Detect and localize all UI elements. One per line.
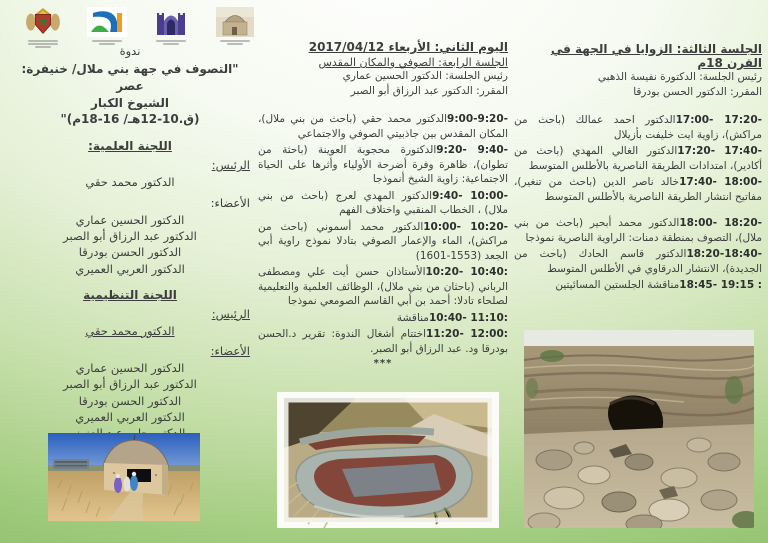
entry-time: 10:20- 10:40:: [425, 266, 508, 279]
entry-text: الدكتور قاسم الحادك (باحث من الجديدة)، الانتشار الدرقاوي في الأطلس المتوسط: [514, 248, 762, 275]
entry-text: مناقشة الجلستين المسائيتين: [555, 279, 680, 292]
member-name: الدكتور الحسن بودرقا: [78, 393, 182, 408]
organizing-committee-heading: اللجنة التنظيمية: [83, 287, 177, 302]
entry-time: 18:00- 18:20-: [679, 217, 762, 230]
session4-rapporteur: المقرر: الدكتور عبد الرزاق أبو الصبر: [350, 85, 508, 98]
session3-title: الجلسة الثالثة: الزوايا في الجهة في القرن 18م: [550, 42, 762, 70]
session4-chair: رئيس الجلسة: الدكتور الحسين عماري: [342, 70, 508, 82]
entry-text: اختتام أشغال الندوة: تقرير د.الحسن بودرقا ود. عبد الرزاق أبو الصبر.: [258, 328, 508, 355]
entry-text: الأستاذان حسن أيت علي ومصطفى الرباني (باحثان من بني ملال)، الوظائف العلمية والتعليمية لصلحاء تادلا: أحمد بن أبي القاسم الصومعي نموذجا: [258, 266, 508, 308]
member-name: الدكتور العربي العميري: [75, 410, 185, 425]
president-label: الرئيس:: [211, 306, 250, 321]
member-name: الدكتور العربي العميري: [75, 261, 185, 276]
symposium-title-line: الشيوخ الكبار: [91, 95, 169, 110]
purple-gate-icon: [153, 7, 189, 37]
entry-text: مناقشة: [396, 311, 429, 324]
president-label: الرئيس:: [211, 158, 250, 173]
schedule-entry: [258, 189, 508, 218]
entry-text: الدكتور محمد أبحير (باحث من بني ملال)، التصوف بمنطقة دمنات: الراوية الناصرية نموذجا: [514, 217, 762, 244]
session3-panel: [514, 42, 762, 295]
day2-title: اليوم الثاني: الأربعاء 2017/04/12: [308, 40, 508, 54]
zawiya-building-logo: [212, 7, 258, 46]
entry-time: 17:00- 17:20-: [675, 114, 762, 127]
entry-time: 18:20-18:40-: [686, 248, 762, 261]
university-logo: [84, 7, 130, 46]
logos-row: [20, 7, 258, 49]
dome-building-photo-icon: [216, 7, 254, 37]
entry-time: 10:40- 11:10:: [428, 311, 508, 324]
entry-time: 17:20- 17:40-: [677, 145, 762, 158]
entry-text: الدكتور احمد عمالك (باحث من مراكش)، زاوية ايت خليفت بأزيلال: [514, 114, 762, 141]
section-separator: ***: [373, 358, 393, 370]
members-label: الأعضاء:: [210, 195, 250, 210]
entry-time: 9:40- 10:00-: [432, 189, 508, 202]
shrine-photo-image: [48, 433, 200, 521]
kasbah-gate-logo: [148, 7, 194, 46]
entry-text: الدكتور محمد أسموني (باحث من مراكش)، الماء والإعمار الصوفي بتادلا نموذج راوية أبي الجعد (1553-1601): [258, 220, 508, 262]
entry-text: الدكتور المهدي لعرج (باحث من بني ملال) ، الخطاب المنقبي واختلاف الفهم: [258, 189, 508, 217]
schedule-entry: [258, 220, 508, 263]
symposium-title-line: (ق.10-12هـ/ 16-18م)": [60, 112, 200, 127]
morocco-coat-of-arms-logo: [20, 7, 66, 49]
symposium-kicker: ندوة: [119, 44, 141, 58]
schedule-entry: [258, 143, 508, 186]
session3-rapporteur: المقرر: الدكتور الحسن بودرقا: [633, 86, 762, 99]
president-name: الدكتور محمد حقي: [85, 323, 175, 338]
basin-photo: [277, 392, 499, 528]
entry-text: الدكتور الغالي المهدي (باحث من أكادير)، امتدادات الطريقة الناصرية بالأطلس المتوسط: [514, 145, 762, 172]
cave-photo: [524, 330, 754, 528]
blue-green-emblem-icon: [87, 7, 127, 37]
member-name: الدكتور عبد الرزاق أبو الصبر: [63, 228, 197, 243]
scientific-committee-heading: اللجنة العلمية:: [88, 139, 172, 154]
member-name: الدكتور عبد الرزاق أبو الصبر: [63, 377, 197, 392]
coat-of-arms-icon: [24, 7, 62, 37]
members-label: الأعضاء:: [210, 344, 250, 359]
schedule-entry: [514, 113, 762, 142]
entry-time: 11:20- 12:00:: [426, 328, 508, 341]
entry-text: خالد ناصر الدين (باحث من تنغير)، مفاتيح انتشار الطريقة الناصرية بالأطلس المتوسط: [514, 176, 762, 203]
entry-time: 10:00- 10:20-: [423, 220, 508, 233]
member-name: الدكتور الحسين عماري: [75, 361, 185, 376]
member-name: الدكتور الحسن بودرقا: [78, 245, 182, 260]
session3-chair: رئيس الجلسة: الدكتورة نفيسة الذهبي: [597, 71, 762, 83]
schedule-entry: [514, 216, 762, 245]
member-name: الدكتور الحسين عماري: [75, 212, 185, 227]
schedule-entry: [514, 278, 762, 292]
basin-photo-image: [277, 392, 499, 528]
schedule-entry: [514, 144, 762, 173]
symposium-title-line: "التصوف في جهة بني ملال/ خنيفرة: عصر: [21, 62, 239, 93]
entry-time: 9:20- 9:40-: [436, 144, 508, 157]
entry-time: 18:45- 19:15 :: [679, 279, 762, 292]
schedule-entry: [258, 265, 508, 308]
entry-text: الدكتورة محجوبة العوينة (باحثة من تطوان)، ظاهرة وفرة أضرحة الأولياء وأثرها على الحياة الاجتماعية: زاوية الشيخ أنموذجا: [258, 144, 508, 186]
schedule-entry: [258, 327, 508, 356]
schedule-entry: [514, 247, 762, 276]
president-name: الدكتور محمد حقي: [85, 175, 175, 190]
entry-time: 9:00-9:20-: [447, 113, 508, 126]
day2-panel: [258, 40, 508, 369]
entry-time: 17:40- 18:00-: [679, 176, 763, 189]
entry-text: الدكتور محمد حقي (باحث من بني ملال)، المكان المقدس بين جاذبيتي الصوفي والاجتماعي: [258, 113, 508, 140]
schedule-entry: [258, 112, 508, 141]
cave-photo-image: [524, 330, 754, 528]
shrine-photo: [48, 433, 200, 521]
session3-schedule: [514, 113, 762, 292]
cover-panel: [10, 44, 250, 458]
schedule-entry: [258, 311, 508, 325]
day2-schedule: [258, 112, 508, 356]
session4-title: الجلسة الرابعة: الصوفي والمكان المقدس: [318, 56, 508, 69]
schedule-entry: [514, 175, 762, 204]
